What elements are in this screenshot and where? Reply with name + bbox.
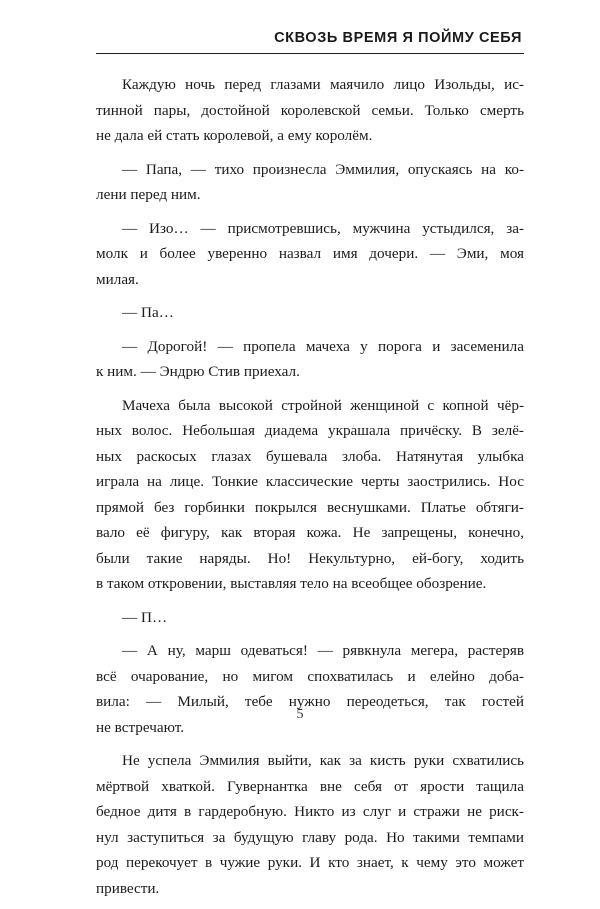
page-number: 5 [296,707,304,722]
text-line: ных раскосых глазах бушевала злоба. Натянутая улыбка [96,447,524,465]
text-line: молк и более уверенно назвал имя дочери. — Эми, моя [96,245,524,262]
text-line: вало её фигуру, как вторая кожа. Не запрещены, конечно, [96,524,524,541]
text-line: лени перед ним. [96,186,201,203]
header-rule [96,53,524,54]
text-line: — Дорогой! — пропела мачеха у порога и засеменила [122,337,524,355]
text-line: были такие наряды. Но! Некультурно, ей-богу, ходить [96,549,524,567]
text-line: Не успела Эммилия выйти, как за кисть руки схватились [122,752,524,769]
text-line: играла на лице. Тонкие классические черты заострились. Нос [96,473,524,490]
text-line: — Папа, — тихо произнесла Эммилия, опускаясь на ко- [122,160,524,178]
running-head-title: СКВОЗЬ ВРЕМЯ Я ПОЙМУ СЕБЯ [274,30,522,46]
text-line: в таком откровении, выставляя тело на всеобщее обозрение. [96,575,487,592]
text-line: Каждую ночь перед глазами маячило лицо Изольды, ис- [122,76,524,93]
text-line: — Па… [122,304,174,321]
paragraph [96,72,524,149]
paragraph [96,334,524,385]
text-line: род перекочует в чужие руки. И кто знает, к чему это может [96,854,524,871]
text-line: Мачеха была высокой стройной женщиной с копной чёр- [122,396,524,414]
text-line: ных волос. Небольшая диадема украшала причёску. В зелё- [96,422,524,439]
text-line: к ним. — Эндрю Стив приехал. [96,363,300,380]
text-line: не встречают. [96,718,185,736]
text-line: вила: — Милый, тебе нужно переодеться, так гостей [96,693,524,710]
text-line: всё очарование, но мигом спохватилась и елейно доба- [96,667,524,685]
text-line: тинной пары, достойной королевской семьи. Только смерть [96,101,524,119]
paragraph [96,157,524,208]
text-line: бедное дитя в гардеробную. Никто из слуг и стражи не риск- [96,803,524,820]
text-line: мёртвой хваткой. Гувернантка вне себя от ярости тащила [96,777,524,795]
paragraph [96,638,524,740]
body-text [96,72,524,909]
paragraph [96,393,524,597]
text-line: — П… [122,608,168,626]
paragraph [96,748,524,901]
text-line: не дала ей стать королевой, а ему королём. [96,127,373,144]
text-line: прямой без горбинки покрылся веснушками. Платье обтяги- [96,498,524,516]
paragraph [96,300,524,326]
text-line: нул заступиться за будущую главу рода. Но такими темпами [96,828,524,846]
text-line: привести. [96,879,160,897]
text-line: — А ну, марш одеваться! — рявкнула мегера, растеряв [122,642,524,659]
text-line: милая. [96,270,139,288]
paragraph [96,605,524,631]
paragraph [96,216,524,293]
text-line: — Изо… — присмотревшись, мужчина устыдился, за- [122,219,524,237]
